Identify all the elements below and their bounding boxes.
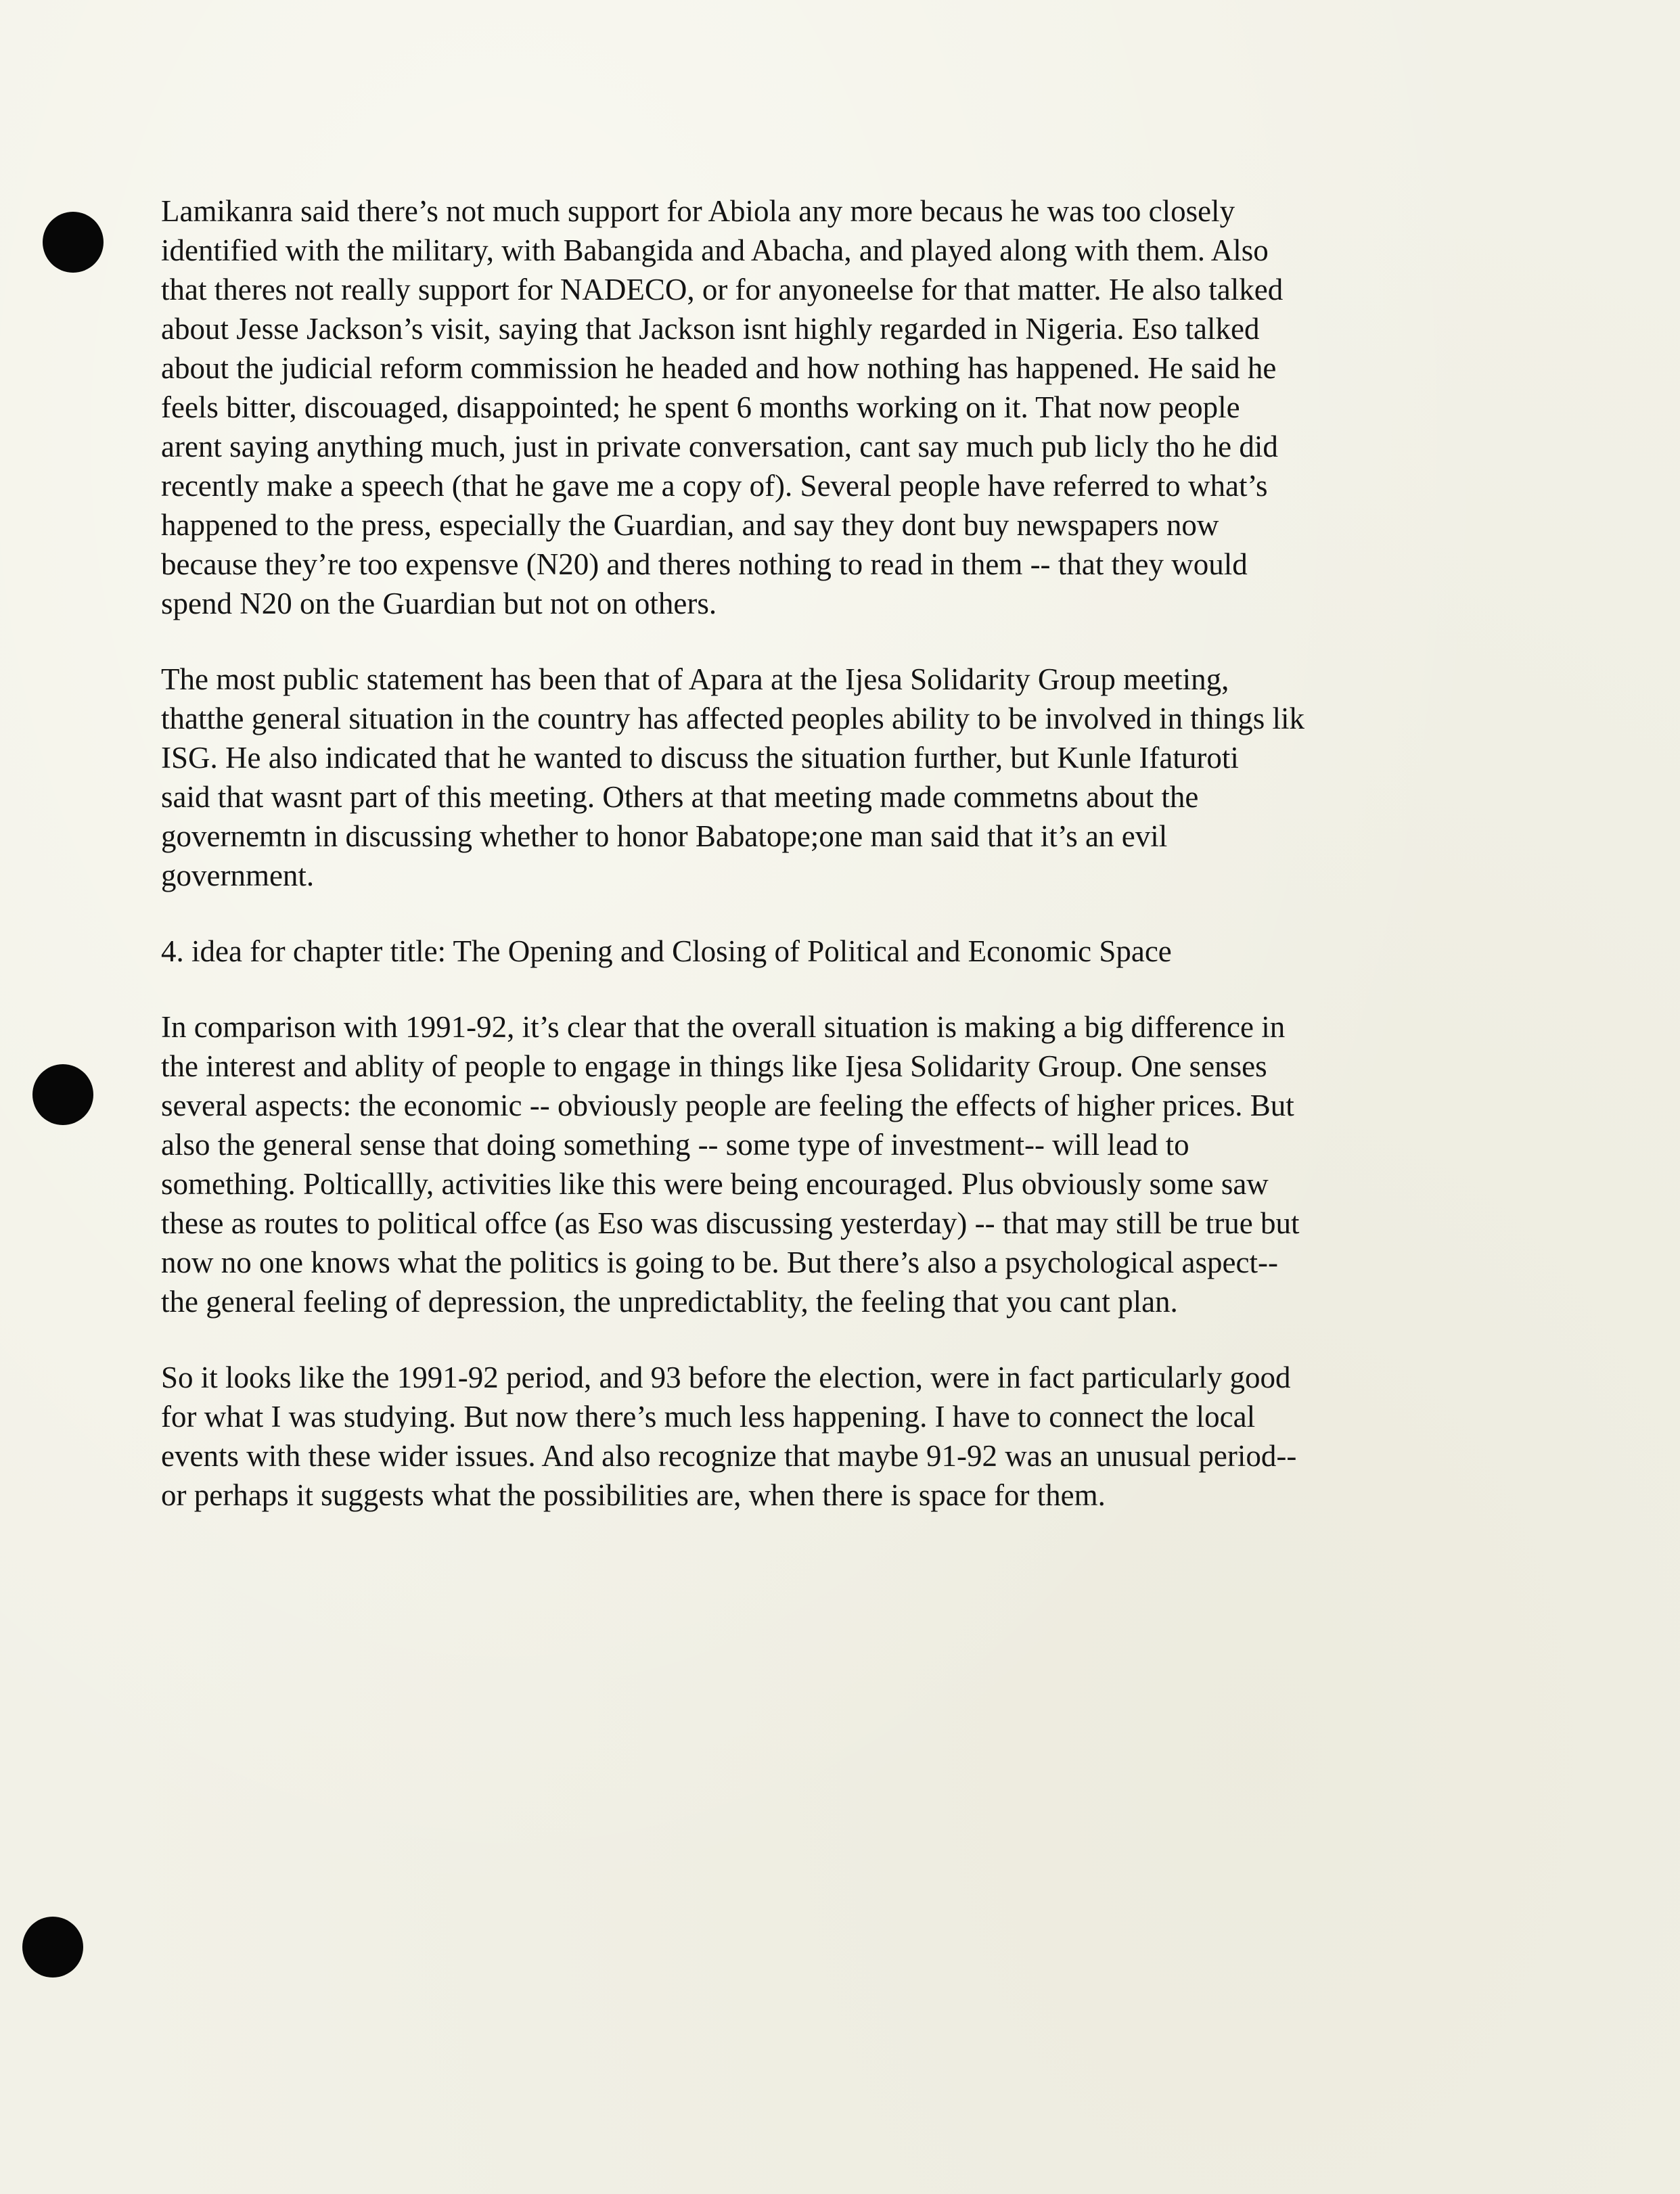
text-line: arent saying anything much, just in private conversation, cant say much pub licly tho he did xyxy=(161,430,1278,463)
text-line: ISG. He also indicated that he wanted to discuss the situation further, but Kunle Ifaturoti xyxy=(161,741,1239,775)
text-line: feels bitter, discouaged, disappointed; he spent 6 months working on it. That now people xyxy=(161,390,1240,424)
text-line: thatthe general situation in the country has affected peoples ability to be involved in things lik xyxy=(161,702,1305,735)
text-line: spend N20 on the Guardian but not on others. xyxy=(161,587,717,620)
text-line: these as routes to political offce (as Eso was discussing yesterday) -- that may still be true but xyxy=(161,1206,1300,1240)
paragraph-2 xyxy=(161,660,1467,895)
paragraph-3 xyxy=(161,932,1467,971)
text-line: now no one knows what the politics is going to be. But there’s also a psychological aspect-- xyxy=(161,1245,1278,1279)
text-line: governemtn in discussing whether to honor Babatope;one man said that it’s an evil xyxy=(161,819,1168,853)
text-line: events with these wider issues. And also recognize that maybe 91-92 was an unusual period-- xyxy=(161,1439,1297,1473)
text-line: several aspects: the economic -- obviously people are feeling the effects of higher prices. But xyxy=(161,1089,1294,1122)
text-line: about Jesse Jackson’s visit, saying that Jackson isnt highly regarded in Nigeria. Eso talked xyxy=(161,312,1260,346)
text-line: or perhaps it suggests what the possibilities are, when there is space for them. xyxy=(161,1478,1106,1512)
document-body xyxy=(161,191,1467,1551)
paragraph-1 xyxy=(161,191,1467,623)
punch-hole-middle xyxy=(32,1064,93,1125)
text-line: something. Polticallly, activities like this were being encouraged. Plus obviously some saw xyxy=(161,1167,1269,1201)
text-line: because they’re too expensve (N20) and theres nothing to read in them -- that they would xyxy=(161,547,1248,581)
text-line: So it looks like the 1991-92 period, and 93 before the election, were in fact particularly good xyxy=(161,1361,1291,1394)
text-line: that theres not really support for NADECO, or for anyoneelse for that matter. He also talked xyxy=(161,273,1284,306)
text-line: for what I was studying. But now there’s much less happening. I have to connect the local xyxy=(161,1400,1256,1434)
text-line: government. xyxy=(161,859,315,892)
text-line: said that wasnt part of this meeting. Others at that meeting made commetns about the xyxy=(161,780,1199,814)
text-line: also the general sense that doing something -- some type of investment-- will lead to xyxy=(161,1128,1189,1162)
text-line: 4. idea for chapter title: The Opening and Closing of Political and Economic Space xyxy=(161,934,1172,968)
text-line: happened to the press, especially the Guardian, and say they dont buy newspapers now xyxy=(161,508,1219,542)
text-line: Lamikanra said there’s not much support for Abiola any more becaus he was too closely xyxy=(161,194,1235,228)
paragraph-5 xyxy=(161,1358,1467,1515)
text-line: In comparison with 1991-92, it’s clear that the overall situation is making a big difference in xyxy=(161,1010,1286,1044)
text-line: the general feeling of depression, the unpredictablity, the feeling that you cant plan. xyxy=(161,1285,1178,1319)
paragraph-4 xyxy=(161,1007,1467,1321)
text-line: The most public statement has been that of Apara at the Ijesa Solidarity Group meeting, xyxy=(161,662,1229,696)
text-line: recently make a speech (that he gave me a copy of). Several people have referred to what’s xyxy=(161,469,1268,503)
text-line: about the judicial reform commission he headed and how nothing has happened. He said he xyxy=(161,351,1277,385)
text-line: the interest and ablity of people to engage in things like Ijesa Solidarity Group. One senses xyxy=(161,1049,1267,1083)
punch-hole-bottom xyxy=(22,1917,83,1978)
punch-hole-top xyxy=(43,212,104,273)
text-line: identified with the military, with Babangida and Abacha, and played along with them. Also xyxy=(161,233,1269,267)
